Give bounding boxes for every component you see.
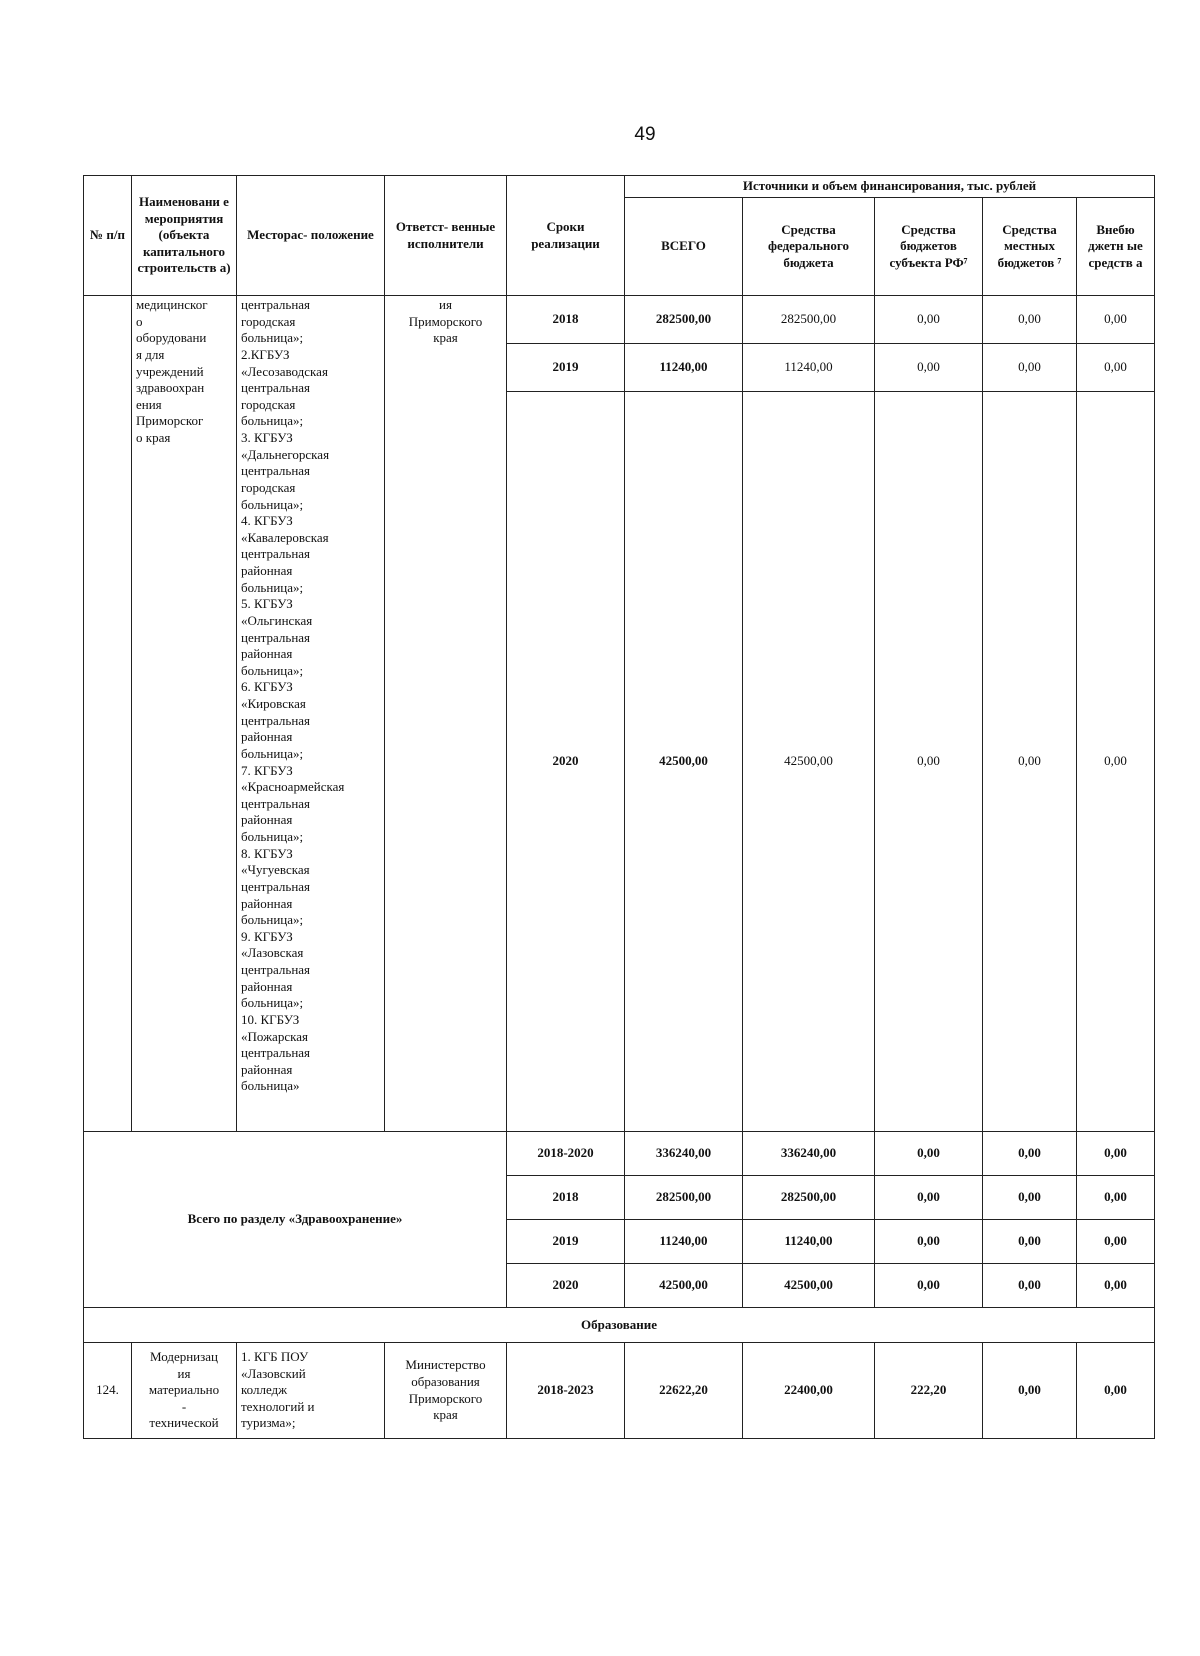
location-line: «Кировская: [241, 696, 306, 711]
local-cell: 0,00: [983, 1220, 1077, 1264]
local-cell: 0,00: [983, 1343, 1077, 1439]
location-line: районная: [241, 729, 293, 745]
header-federal: Средства федерального бюджета: [743, 198, 875, 296]
location-line: центральная: [241, 712, 311, 728]
location-line: 6. КГБУЗ: [241, 679, 293, 695]
item-name-line: оборудовани: [136, 330, 207, 346]
federal-cell: 42500,00: [743, 1264, 875, 1308]
location-line: городская: [241, 313, 296, 329]
location-line: 1. КГБ ПОУ: [241, 1348, 309, 1364]
location-line: 5. КГБУЗ: [241, 596, 293, 612]
federal-cell: 282500,00: [743, 296, 875, 344]
extra-cell: 0,00: [1077, 344, 1155, 392]
item-executors-cell: [385, 296, 507, 1132]
executor-line: ия: [439, 297, 452, 312]
location-line: «Пожарская: [241, 1028, 308, 1044]
total-cell: 336240,00: [625, 1132, 743, 1176]
local-cell: 0,00: [983, 344, 1077, 392]
location-line: центральная: [241, 878, 311, 894]
location-line: 10. КГБУЗ: [241, 1011, 300, 1027]
year-cell: 2020: [507, 1264, 625, 1308]
section-total-label: Всего по разделу «Здравоохранение»: [84, 1132, 507, 1308]
total-cell: 42500,00: [625, 1264, 743, 1308]
federal-cell: 42500,00: [743, 392, 875, 1132]
subject-cell: 0,00: [875, 392, 983, 1132]
item-name-line: технической: [149, 1415, 219, 1431]
location-line: «Ольгинская: [241, 612, 313, 628]
location-line: 8. КГБУЗ: [241, 845, 293, 861]
item-name-cell: [132, 1343, 237, 1439]
location-line: больница»;: [241, 496, 304, 512]
location-line: городская: [241, 396, 296, 412]
location-line: технологий и: [241, 1398, 315, 1414]
table-row: [84, 1132, 1155, 1176]
location-line: колледж: [241, 1382, 288, 1398]
extra-cell: 0,00: [1077, 1220, 1155, 1264]
header-location: Месторас- положение: [237, 176, 385, 296]
location-line: районная: [241, 812, 293, 828]
location-line: центральная: [241, 297, 311, 312]
extra-cell: 0,00: [1077, 1132, 1155, 1176]
item-name-line: о: [136, 313, 143, 329]
table-row: [84, 1343, 1155, 1439]
item-name-line: здравоохран: [136, 380, 205, 396]
location-line: «Красноармейская: [241, 779, 345, 795]
location-line: 7. КГБУЗ: [241, 762, 293, 778]
location-line: районная: [241, 563, 293, 578]
local-cell: 0,00: [983, 1132, 1077, 1176]
year-cell: 2019: [507, 1220, 625, 1264]
total-cell: 282500,00: [625, 1176, 743, 1220]
subject-cell: 0,00: [875, 1264, 983, 1308]
location-line: больница»;: [241, 995, 304, 1011]
local-cell: 0,00: [983, 392, 1077, 1132]
location-line: больница»;: [241, 912, 304, 928]
location-line: больница»;: [241, 330, 304, 346]
item-name-line: Приморског: [136, 413, 204, 429]
extra-cell: 0,00: [1077, 1176, 1155, 1220]
header-total: ВСЕГО: [625, 198, 743, 296]
header-name: Наименовани е мероприятия (объекта капитального строительств а): [132, 176, 237, 296]
extra-cell: 0,00: [1077, 1343, 1155, 1439]
item-executors-cell: [385, 1343, 507, 1439]
header-executors: Ответст- венные исполнители: [385, 176, 507, 296]
table-row: [84, 296, 1155, 344]
location-line: «Лазовский: [241, 1365, 306, 1381]
federal-cell: 11240,00: [743, 344, 875, 392]
location-line: туризма»;: [241, 1415, 296, 1431]
item-num-cell: [84, 296, 132, 1132]
item-name-line: я для: [136, 346, 165, 362]
local-cell: 0,00: [983, 1176, 1077, 1220]
location-line: районная: [241, 895, 293, 911]
federal-cell: 11240,00: [743, 1220, 875, 1264]
local-cell: 0,00: [983, 296, 1077, 344]
item-name-line: -: [181, 1398, 187, 1414]
header-local: Средства местных бюджетов ⁷: [983, 198, 1077, 296]
location-line: городская: [241, 479, 296, 495]
item-name-line: материально: [148, 1382, 220, 1398]
subject-cell: 0,00: [875, 296, 983, 344]
location-line: 2.КГБУЗ: [241, 346, 290, 362]
item-location-cell: [237, 296, 385, 1132]
item-name-line: ения: [136, 396, 162, 412]
location-line: больница»;: [241, 829, 304, 844]
location-line: районная: [241, 646, 293, 662]
item-name-line: учреждений: [136, 363, 204, 379]
subject-cell: 0,00: [875, 344, 983, 392]
total-cell: 22622,20: [625, 1343, 743, 1439]
item-name-line: о края: [136, 430, 171, 445]
header-num: № п/п: [84, 176, 132, 296]
location-line: больница»;: [241, 413, 304, 429]
table-row: [84, 1308, 1155, 1343]
total-cell: 11240,00: [625, 344, 743, 392]
subject-cell: 222,20: [875, 1343, 983, 1439]
year-cell: 2019: [507, 344, 625, 392]
executor-line: Приморского: [408, 1390, 483, 1406]
location-line: 3. КГБУЗ: [241, 430, 293, 445]
subject-cell: 0,00: [875, 1132, 983, 1176]
subject-cell: 0,00: [875, 1176, 983, 1220]
total-cell: 11240,00: [625, 1220, 743, 1264]
location-line: центральная: [241, 380, 311, 396]
total-cell: 42500,00: [625, 392, 743, 1132]
location-line: «Кавалеровская: [241, 529, 329, 545]
header-terms: Сроки реализации: [507, 176, 625, 296]
location-line: центральная: [241, 463, 311, 479]
location-line: районная: [241, 1061, 293, 1077]
header-sources: Источники и объем финансирования, тыс. рублей: [625, 176, 1155, 198]
local-cell: 0,00: [983, 1264, 1077, 1308]
location-line: центральная: [241, 795, 311, 811]
item-name-cell: [132, 296, 237, 1132]
location-line: «Чугуевская: [241, 862, 310, 878]
location-line: центральная: [241, 546, 311, 562]
location-line: центральная: [241, 629, 311, 645]
item-name-line: Модернизац: [149, 1348, 219, 1364]
year-cell: 2018-2020: [507, 1132, 625, 1176]
location-line: «Лазовская: [241, 945, 304, 961]
federal-cell: 22400,00: [743, 1343, 875, 1439]
item-name-line: медицинског: [136, 297, 208, 312]
year-cell: 2018: [507, 296, 625, 344]
page-number: 49: [634, 124, 656, 145]
federal-cell: 336240,00: [743, 1132, 875, 1176]
header-subject: Средства бюджетов субъекта РФ⁷: [875, 198, 983, 296]
location-line: районная: [241, 978, 293, 994]
item-location-cell: [237, 1343, 385, 1439]
extra-cell: 0,00: [1077, 1264, 1155, 1308]
location-line: больница»;: [241, 745, 304, 761]
location-line: центральная: [241, 1045, 311, 1061]
item-num-cell: 124.: [84, 1343, 132, 1439]
location-line: 4. КГБУЗ: [241, 513, 293, 529]
total-cell: 282500,00: [625, 296, 743, 344]
location-line: больница»: [241, 1078, 300, 1094]
executor-line: края: [433, 330, 458, 346]
section-title-education: Образование: [84, 1308, 1155, 1343]
executor-line: Приморского: [408, 313, 483, 329]
item-name-line: ия: [177, 1365, 191, 1381]
year-cell: 2020: [507, 392, 625, 1132]
location-line: больница»;: [241, 662, 304, 678]
year-cell: 2018-2023: [507, 1343, 625, 1439]
executor-line: образования: [411, 1373, 480, 1389]
location-line: «Лесозаводская: [241, 363, 328, 379]
location-line: центральная: [241, 962, 311, 977]
location-line: больница»;: [241, 579, 304, 595]
year-cell: 2018: [507, 1176, 625, 1220]
location-line: «Дальнегорская: [241, 446, 330, 462]
header-extra: Внебю джетн ые средств а: [1077, 198, 1155, 296]
executor-line: Министерство: [405, 1357, 486, 1373]
subject-cell: 0,00: [875, 1220, 983, 1264]
federal-cell: 282500,00: [743, 1176, 875, 1220]
executor-line: края: [433, 1407, 458, 1423]
financing-table: [83, 175, 1155, 1439]
location-line: 9. КГБУЗ: [241, 928, 293, 944]
extra-cell: 0,00: [1077, 392, 1155, 1132]
extra-cell: 0,00: [1077, 296, 1155, 344]
